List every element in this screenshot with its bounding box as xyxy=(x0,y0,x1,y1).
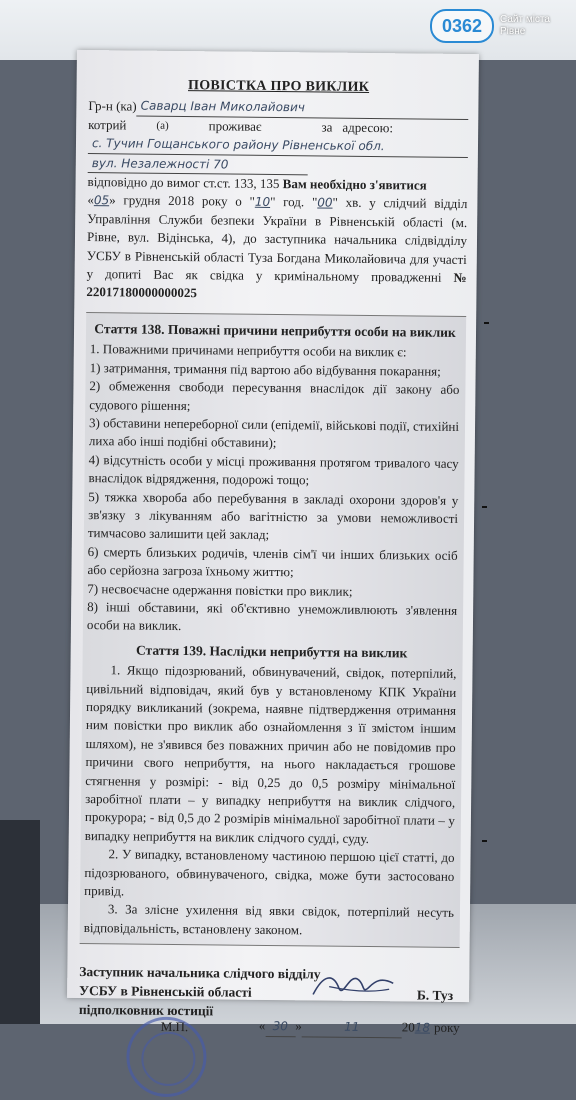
article-138-item: 1. Поважними причинами неприбуття особи на виклик є: xyxy=(89,341,407,360)
article-138-box xyxy=(80,312,467,948)
background-dark-object xyxy=(0,820,40,1024)
citizen-name: Саварц Іван Миколайович xyxy=(137,97,469,120)
body-line1-a: відповідно до вимог ст.ст. 133, 135 xyxy=(87,174,283,192)
watermark-line2: Рівне xyxy=(500,26,526,37)
signature-block xyxy=(78,962,460,1036)
day-value: 05 xyxy=(93,193,110,208)
date-day: 30 xyxy=(265,1017,295,1037)
article-138-item: 6) смерть близьких родичів, членів сім'ї чи інших близьких осіб або серйозна загроза їхньому життю; xyxy=(87,543,458,580)
article-138-item: 3) обставини непереборної сили (епідемії, військові події, стихійні лиха або інші подібні обставини); xyxy=(88,414,460,451)
body-line2-end: " хв. у слідчий xyxy=(332,195,427,212)
watermark-line1: Сайт міста xyxy=(500,14,550,25)
article-138-heading: Стаття 138. Поважні причини неприбуття особи на виклик xyxy=(94,320,456,340)
address-value-2: вул. Незалежності 70 xyxy=(88,154,308,176)
a-mark: (а) xyxy=(156,119,169,132)
signer-name: Б. Туз xyxy=(416,987,454,1004)
address-line-2 xyxy=(88,154,308,176)
edge-mark xyxy=(484,322,489,324)
article-138-item: 1) затримання, тримання під вартою або відбування покарання; xyxy=(89,359,441,379)
site-watermark xyxy=(430,6,570,46)
article-138-item: 4) відсутність особи у місці проживання протягом тривалого часу внаслідок відрядження, подорожі тощо; xyxy=(88,451,459,488)
edge-mark xyxy=(482,506,487,508)
body-line2-god: " год. " xyxy=(270,194,318,210)
minutes-value: 00 xyxy=(317,195,333,211)
article-139-p3: 3. За злісне ухилення від явки свідок, потерпілий несуть відповідальність, встановлену законом. xyxy=(83,901,455,938)
edge-mark xyxy=(482,840,487,842)
citizen-row xyxy=(88,96,468,119)
signer-position-1: Заступник начальника слідчого відділу xyxy=(79,964,321,982)
date-year: 18 xyxy=(414,1020,431,1035)
watermark-text xyxy=(500,14,550,38)
article-138-item: 5) тяжка хвороба або перебування в закладі охорони здоров'я у зв'язку з лікуванням або вагітністю за умови неможливості тимчасово залишити цей заклад; xyxy=(87,488,459,543)
date-year-prefix: 20 xyxy=(401,1019,415,1035)
mp-label: М.П. xyxy=(160,1019,189,1035)
article-139-heading: Стаття 139. Наслідки неприбуття на виклик xyxy=(135,642,408,661)
address-label: адресою: xyxy=(342,119,394,136)
hour-value: 10 xyxy=(254,195,271,210)
prozhyvaye-label: проживає xyxy=(208,118,262,134)
signer-position-2: УСБУ в Рівненській області xyxy=(79,983,252,1001)
date-open: « xyxy=(258,1018,266,1034)
document-title: ПОВІСТКА ПРО ВИКЛИК xyxy=(187,78,370,95)
signature-icon xyxy=(309,965,399,1006)
citizen-label: Гр-н (ка) xyxy=(88,98,137,114)
summons-body: відповідно до вимог ст.ст. 133, 135 Вам необхідно з'явитися «05» грудня 2018 року о "10" год. "00" хв. у слідчий відділ Управління Служби безпеки України в Рівненській області (м. Рівне, вул. Відінська, 4), до заступника начальника слідвідділу УСБУ в Рівненській області Туза Богдана Миколайовича для участі у допиті Вас як свідка у кримінальному провадженні № 22017180000000025 xyxy=(86,174,468,301)
kotryi-label: котрий xyxy=(88,116,127,133)
date-mid: » xyxy=(295,1018,302,1034)
article-138-item: 8) інші обставини, які об'єктивно унеможливлюють з'явлення особи на виклик. xyxy=(86,599,458,634)
body-line1-b: Вам необхідно з'явитися xyxy=(282,176,427,193)
body-line2-mid: грудня 2018 року о " xyxy=(115,192,255,210)
article-138-item: 2) обмеження свободи пересування внаслідок дії закону або судового рішення; xyxy=(89,378,460,413)
date-suffix: року xyxy=(433,1019,460,1036)
case-number: № 22017180000000025 xyxy=(86,269,467,301)
article-138-item: 7) несвоєчасне одержання повістки про виклик; xyxy=(87,580,353,599)
sign-date xyxy=(259,1016,460,1039)
article-139-p1: 1. Якщо підозрюваний, обвинувачений, свідок, потерпілий, цивільний відповідач, який був у встановленому КПК України порядку викликаний (зокрема, наявне підтвердження отримання ним повістки про виклик або ознайомлення з її змістом іншим шляхом), не з'явився без поважних причин або не повідомив про причини свого неприбуття, на нього накладається грошове стягнення у розмірі: - від 0,25 до 0,5 розміру мінімальної заробітної плати – у випадку неприбуття на виклик слідчого, прокурора; - від 0,5 до 2 розмірів мінімальної заробітної плати – у випадку неприбуття на виклик слідчого судді, суду. xyxy=(84,662,457,846)
signer-rank: підполковник юстиції xyxy=(78,1002,214,1019)
summons-paper xyxy=(67,50,479,1036)
body-text: відділ Управління Служби безпеки України в Рівненській області (м. Рівне, вул. Відінська, 4), до заступника начальника слідвідділу УСБУ в Рівненській області Туза Богдана Миколайовича для участі у допиті Вас як свідка у кримінальному провадженні xyxy=(86,196,468,285)
address-value-1: с. Тучин Гощанського району Рівненської обл. xyxy=(88,134,468,157)
article-139-p2: 2. У випадку, встановленому частиною першою цієї статті, до підозрюваного, обвинуваченого, свідка, може бути застосовано привід. xyxy=(84,846,455,899)
date-month: 11 xyxy=(302,1018,402,1039)
za-label: за xyxy=(321,119,333,135)
watermark-badge: 0362 xyxy=(430,9,494,43)
